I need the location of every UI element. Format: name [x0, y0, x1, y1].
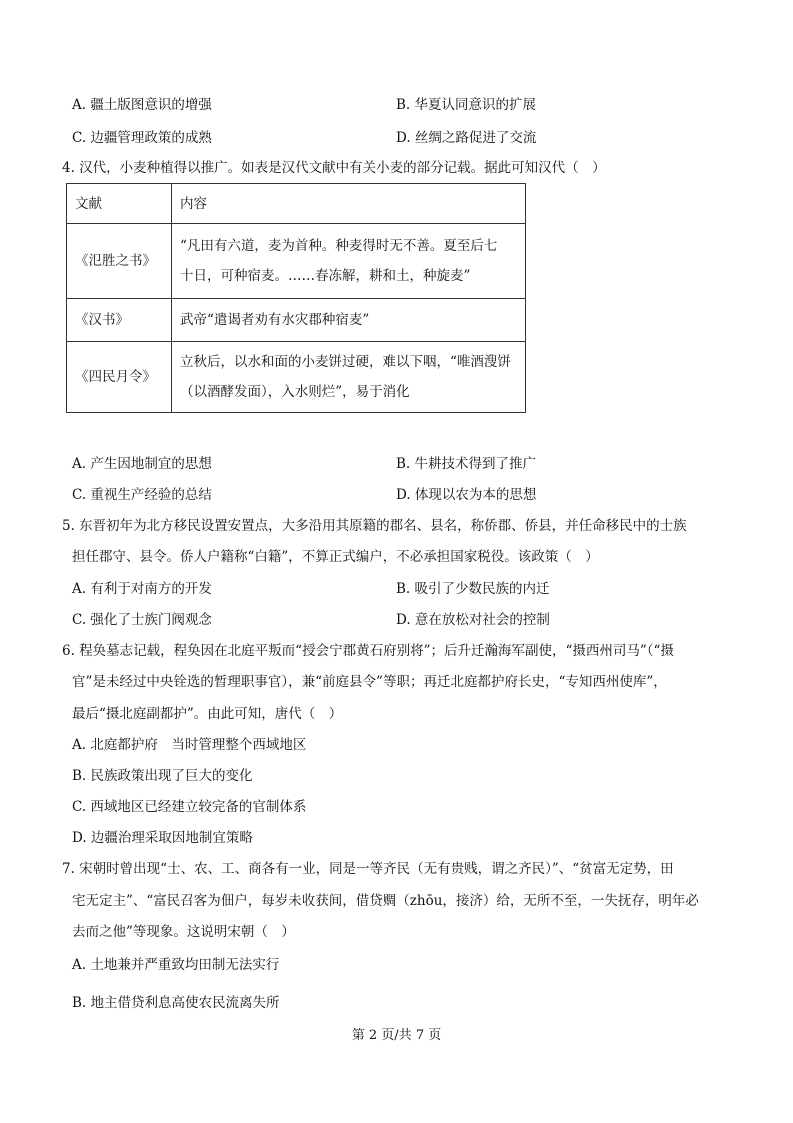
q5-option-a: A. 有利于对南方的开发 [72, 581, 212, 597]
q4-option-a: A. 产生因地制宜的思想 [72, 456, 212, 472]
content-line: 立秋后，以水和面的小麦饼过硬，难以下咽，“唯酒溲饼 [180, 354, 511, 370]
content-line: “凡田有六道，麦为首种。种麦得时无不善。夏至后七 [180, 238, 498, 254]
content-line: （以酒酵发面），入水则烂”，易于消化 [180, 384, 410, 400]
q5-stem-line: 5. 东晋初年为北方移民设置安置点，大多沿用其原籍的郡名、县名，称侨郡、侨县，并任命移民中的士族 [62, 518, 687, 534]
q5-option-d: D. 意在放松对社会的控制 [396, 612, 550, 628]
page-footer: 第 2 页/共 7 页 [351, 1028, 442, 1043]
q4-option-d: D. 体现以农为本的思想 [396, 487, 537, 503]
q7-stem-line: 7. 宋朝时曾出现“士、农、工、商各有一业，同是一等齐民（无有贵贱，谓之齐民）”、“贫富无定势，田 [62, 861, 674, 877]
q5-option-b: B. 吸引了少数民族的内迁 [396, 581, 550, 597]
table-cell-content [172, 224, 526, 299]
table-header-source: 文献 [67, 184, 172, 224]
table-cell-source: 《四民月令》 [67, 342, 172, 413]
q5-option-c: C. 强化了士族门阀观念 [72, 612, 212, 628]
table-cell-source: 《氾胜之书》 [67, 224, 172, 299]
q6-option-a: A. 北庭都护府 当时管理整个西域地区 [72, 737, 307, 753]
table-header-content: 内容 [172, 184, 526, 224]
q3-option-a: A. 疆土版图意识的增强 [72, 97, 212, 113]
q7-option-a: A. 土地兼并严重致均田制无法实行 [72, 957, 280, 973]
q4-option-b: B. 牛耕技术得到了推广 [396, 456, 537, 472]
table-cell-content [172, 342, 526, 413]
q3-option-c: C. 边疆管理政策的成熟 [72, 130, 212, 146]
table-header-row [67, 184, 526, 224]
q6-stem-line: 官”是未经过中央铨选的暂理职事官），兼“前庭县令”等职；再迁北庭都护府长史，“专知西州使库”， [72, 674, 667, 690]
q7-option-b: B. 地主借贷利息高使农民流离失所 [72, 995, 280, 1011]
table-row [67, 299, 526, 342]
q6-option-b: B. 民族政策出现了巨大的变化 [72, 768, 253, 784]
q4-stem: 4. 汉代，小麦种植得以推广。如表是汉代文献中有关小麦的部分记载。据此可知汉代（ ） [62, 160, 606, 176]
q6-stem-line: 最后“摄北庭副都护”。由此可知，唐代（ ） [72, 706, 343, 722]
table-row [67, 342, 526, 413]
q4-table [66, 183, 526, 413]
q3-option-b: B. 华夏认同意识的扩展 [396, 97, 537, 113]
content-line: 十日，可种宿麦。……春冻解，耕和土，种旋麦” [180, 268, 471, 284]
table-cell-content [172, 299, 526, 342]
q3-option-d: D. 丝绸之路促进了交流 [396, 130, 537, 146]
q7-stem-line: 宅无定主”、“富民召客为佃户，每岁未收获间，借贷赒（zhōu，接济）给，无所不至，一失抚存，明年必 [72, 893, 699, 909]
table-cell-source: 《汉书》 [67, 299, 172, 342]
q6-stem-line: 6. 程奂墓志记载，程奂因在北庭平叛而“授会宁郡黄石府别将”；后升迁瀚海军副使，“摄西州司马”（“摄 [62, 643, 674, 659]
q6-option-d: D. 边疆治理采取因地制宜策略 [72, 830, 253, 846]
table-row [67, 224, 526, 299]
q6-option-c: C. 西域地区已经建立较完备的官制体系 [72, 799, 307, 815]
content-line: 武帝“遣谒者劝有水灾郡种宿麦” [180, 312, 370, 328]
q4-option-c: C. 重视生产经验的总结 [72, 487, 212, 503]
q5-stem-line: 担任郡守、县令。侨人户籍称“白籍”，不算正式编户，不必承担国家税役。该政策（ ） [72, 549, 599, 565]
q7-stem-line: 去而之他”等现象。这说明宋朝（ ） [72, 924, 295, 940]
